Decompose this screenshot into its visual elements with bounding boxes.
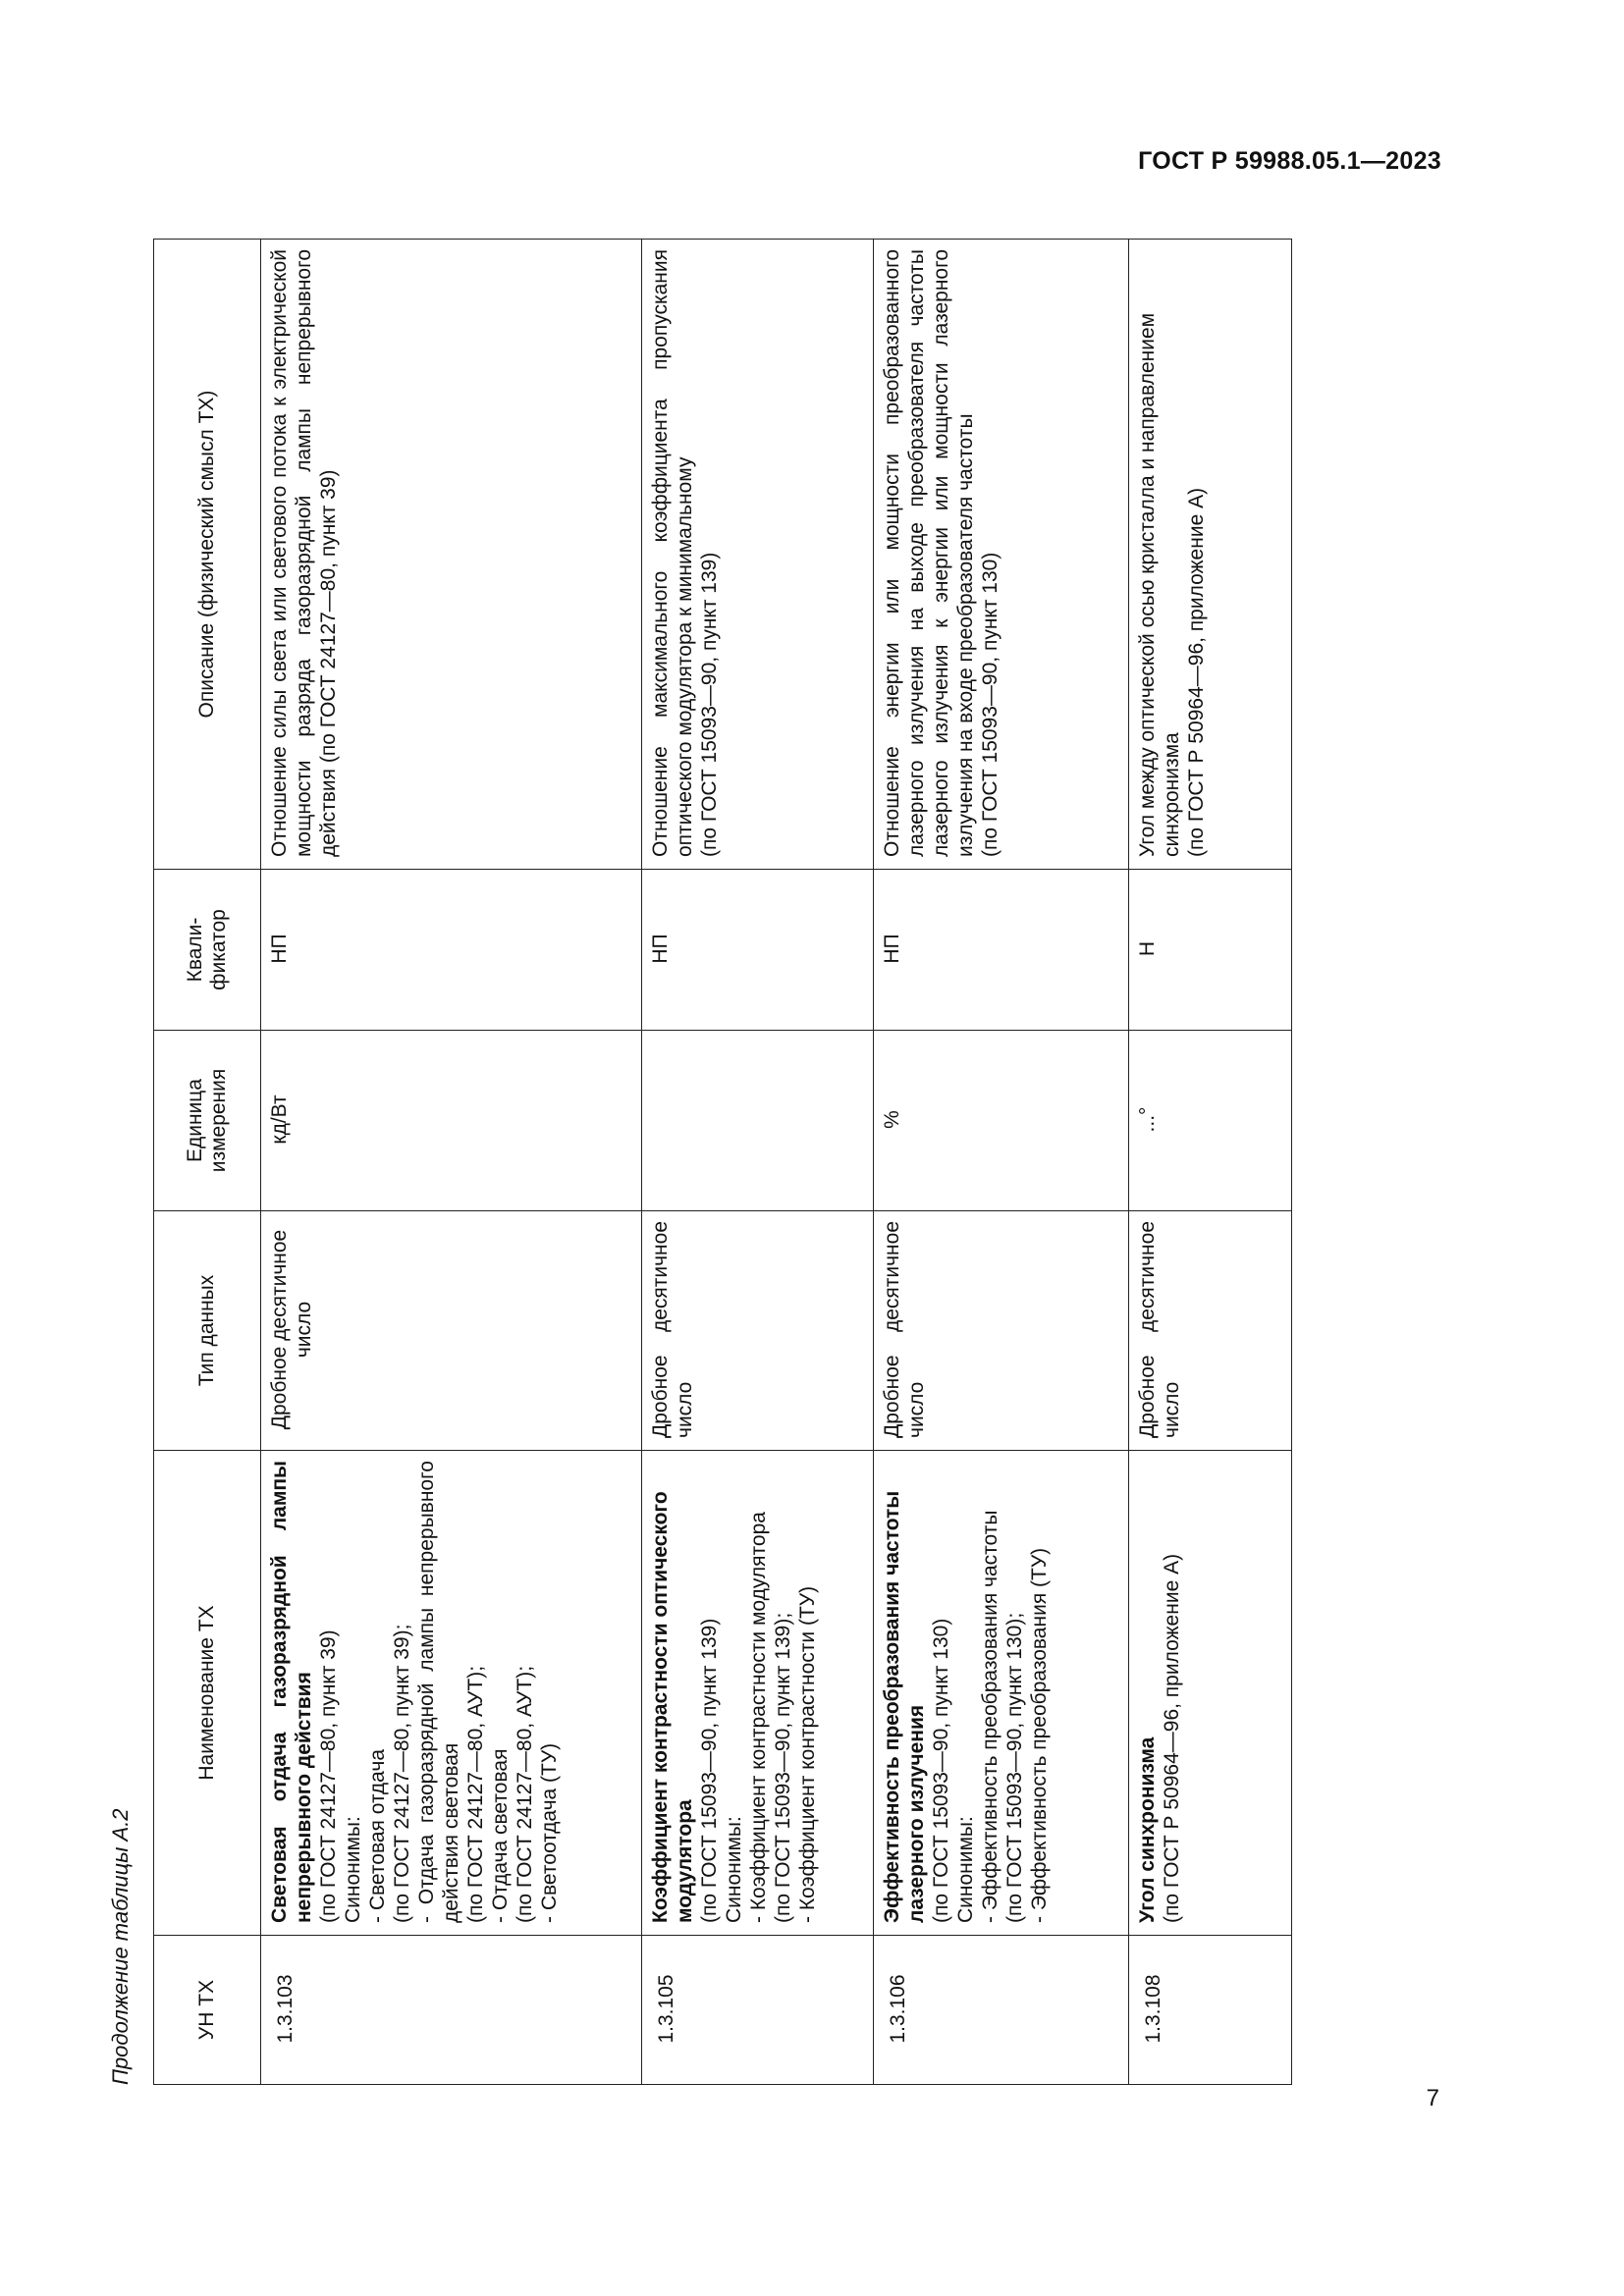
characteristic-title: Коэффициент контрастности оптического модулятора	[649, 1491, 696, 1923]
cell-id: 1.3.106	[874, 1936, 1129, 2085]
column-header-name: Наименование ТХ	[154, 1451, 261, 1936]
name-line: (по ГОСТ 15093—90, пункт 130);	[1003, 1612, 1026, 1923]
page-number: 7	[1426, 2085, 1439, 2111]
cell-description: Отношение силы света или светового потока к электрической мощности разряда газоразрядной лампы непрерывного действия (по ГОСТ 24127—80, пункт 39)	[261, 240, 642, 870]
cell-description	[874, 240, 1129, 870]
rotated-table-page	[108, 240, 1326, 2085]
name-line: Синонимы:	[342, 1816, 364, 1923]
table-caption: Продолжение таблицы А.2	[108, 1808, 133, 2085]
cell-id: 1.3.103	[261, 1936, 642, 2085]
description-reference: (по ГОСТ 15093—90, пункт 130)	[979, 552, 1001, 857]
table-header-row	[154, 240, 261, 2085]
table-row	[1129, 240, 1292, 2085]
characteristics-table	[153, 239, 1292, 2085]
description-reference: (по ГОСТ 15093—90, пункт 139)	[698, 552, 721, 857]
table-row	[261, 240, 642, 2085]
cell-type: Дробное десятичное число	[642, 1211, 874, 1451]
name-line: - Отдача газоразрядной лампы непрерывного действия световая	[415, 1461, 462, 1923]
table-row	[874, 240, 1129, 2085]
name-line: - Световая отдача	[366, 1749, 389, 1923]
cell-qualifier: Н	[1129, 870, 1292, 1031]
name-line: (по ГОСТ 24127—80, АУТ);	[514, 1665, 536, 1923]
characteristic-title: Световая отдача газоразрядной лампы непрерывного действия	[268, 1461, 315, 1923]
description-text: Отношение максимального коэффициента пропускания оптического модулятора к минимальному	[649, 249, 696, 857]
name-line: - Коэффициент контрастности (ТУ)	[796, 1585, 819, 1923]
name-line: (по ГОСТ 15093—90, пункт 139);	[772, 1612, 794, 1923]
cell-unit: кд/Вт	[261, 1031, 642, 1211]
cell-unit	[642, 1031, 874, 1211]
description-text: Отношение энергии или мощности преобразованного лазерного излучения на выходе преобразователя частоты лазерного излучения к энергии или мощности лазерного излучения на входе преобразователя частоты	[881, 249, 977, 857]
cell-unit: ...°	[1129, 1031, 1292, 1211]
cell-description	[1129, 240, 1292, 870]
name-line: (по ГОСТ 15093—90, пункт 130)	[930, 1618, 952, 1923]
cell-name	[642, 1451, 874, 1936]
name-line: (по ГОСТ 24127—80, пункт 39);	[391, 1624, 413, 1923]
cell-description	[642, 240, 874, 870]
column-header-unit: Единица измерения	[154, 1031, 261, 1211]
name-line: - Отдача световая	[489, 1748, 512, 1923]
table-row	[642, 240, 874, 2085]
characteristic-title: Угол синхронизма	[1136, 1736, 1159, 1923]
description-text: Угол между оптической осью кристалла и направлением синхронизма	[1136, 312, 1183, 857]
cell-name	[261, 1451, 642, 1936]
cell-id: 1.3.105	[642, 1936, 874, 2085]
cell-type: Дробное десятичное число	[1129, 1211, 1292, 1451]
cell-name	[874, 1451, 1129, 1936]
name-line: (по ГОСТ 24127—80, АУТ);	[464, 1665, 487, 1923]
name-line: - Коэффициент контрастности модулятора	[747, 1512, 770, 1923]
column-header-description: Описание (физический смысл ТХ)	[154, 240, 261, 870]
cell-id: 1.3.108	[1129, 1936, 1292, 2085]
name-line: - Светоотдача (ТУ)	[538, 1742, 561, 1923]
name-line: (по ГОСТ Р 50964—96, приложение А)	[1161, 1553, 1183, 1923]
document-header: ГОСТ Р 59988.05.1—2023	[1138, 147, 1441, 175]
cell-type: Дробное десятичное число	[261, 1211, 642, 1451]
column-header-type: Тип данных	[154, 1211, 261, 1451]
column-header-id: УН ТХ	[154, 1936, 261, 2085]
cell-unit: %	[874, 1031, 1129, 1211]
name-line: - Эффективность преобразования частоты	[979, 1510, 1001, 1923]
name-line: (по ГОСТ 24127—80, пункт 39)	[317, 1629, 340, 1923]
cell-qualifier: НП	[874, 870, 1129, 1031]
cell-type: Дробное десятичное число	[874, 1211, 1129, 1451]
cell-qualifier: НП	[261, 870, 642, 1031]
name-line: Синонимы:	[954, 1816, 977, 1923]
characteristic-title: Эффективность преобразования частоты лазерного излучения	[881, 1490, 928, 1923]
column-header-qualifier: Квали-фикатор	[154, 870, 261, 1031]
name-line: Синонимы:	[723, 1816, 745, 1923]
cell-qualifier: НП	[642, 870, 874, 1031]
cell-name	[1129, 1451, 1292, 1936]
name-line: - Эффективность преобразования (ТУ)	[1028, 1547, 1051, 1923]
description-reference: (по ГОСТ Р 50964—96, приложение А)	[1185, 487, 1208, 857]
name-line: (по ГОСТ 15093—90, пункт 139)	[698, 1618, 721, 1923]
